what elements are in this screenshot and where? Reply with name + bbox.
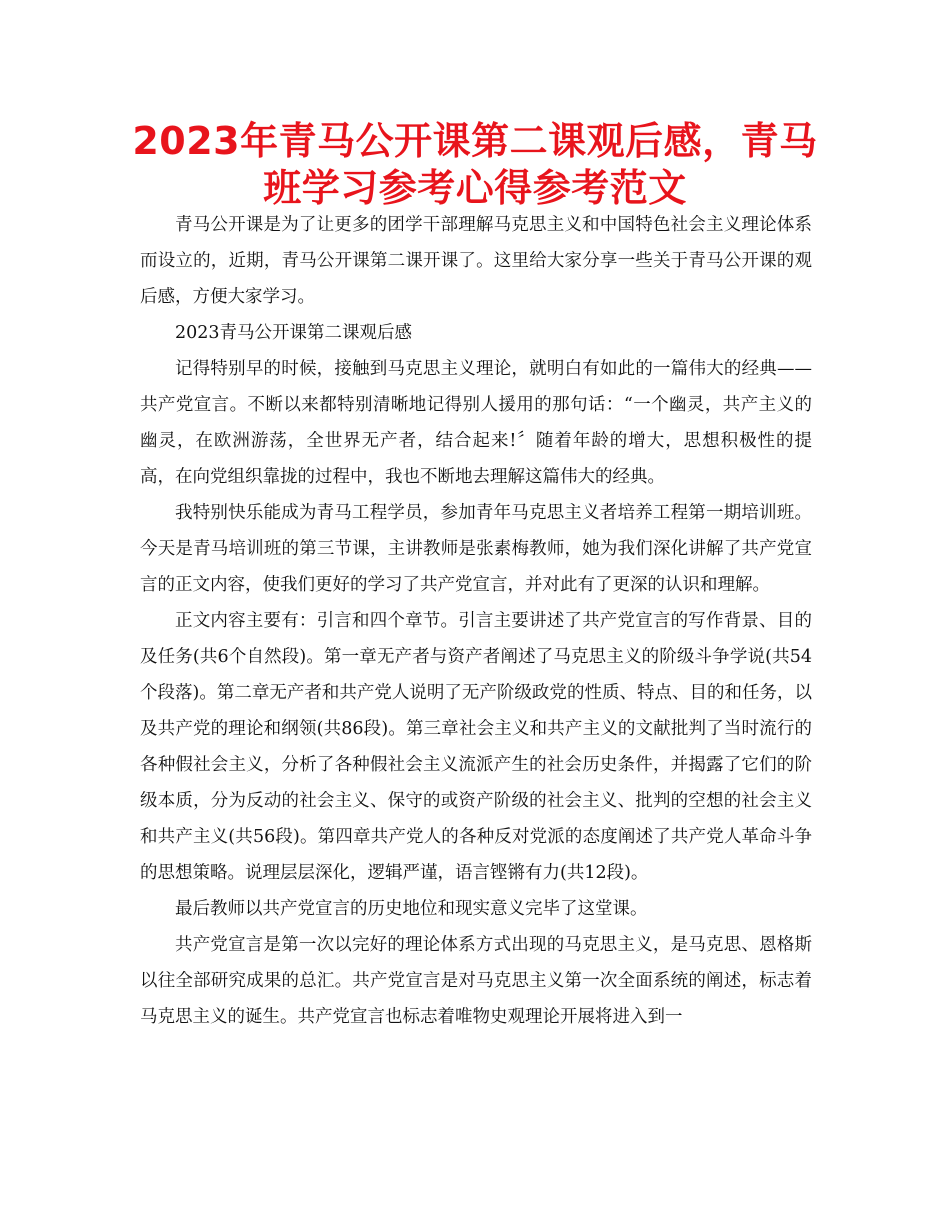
document-title: 2023年青马公开课第二课观后感，青马班学习参考心得参考范文 — [132, 119, 818, 210]
paragraph: 最后教师以共产党宣言的历史地位和现实意义完毕了这堂课。 — [175, 899, 648, 919]
section-subheading: 2023青马公开课第二课观后感 — [175, 323, 413, 343]
paragraph: 共产党宣言是第一次以完好的理论体系方式出现的马克思主义，是马克思、恩格斯以往全部研究成果的总汇。共产党宣言是对马克思主义第一次全面系统的阐述，标志着马克思主义的诞生。共产党宣言也标志着唯物史观理论开展将进入到一 — [140, 935, 812, 1027]
paragraph: 记得特别早的时候，接触到马克思主义理论，就明白有如此的一篇伟大的经典——共产党宣言。不断以来都特别清晰地记得别人援用的那句话：“一个幽灵，共产主义的幽灵，在欧洲游荡，全世界无产者，结合起来!〞随着年龄的增大，思想积极性的提高，在向党组织靠拢的过程中，我也不断地去理解这篇伟大的经典。 — [140, 359, 812, 487]
paragraph: 正文内容主要有：引言和四个章节。引言主要讲述了共产党宣言的写作背景、目的及任务(共6个自然段)。第一章无产者与资产者阐述了马克思主义的阶级斗争学说(共54个段落)。第二章无产者和共产党人说明了无产阶级政党的性质、特点、目的和任务，以及共产党的理论和纲领(共86段)。第三章社会主义和共产主义的文献批判了当时流行的各种假社会主义，分析了各种假社会主义流派产生的社会历史条件，并揭露了它们的阶级本质，分为反动的社会主义、保守的或资产阶级的社会主义、批判的空想的社会主义和共产主义(共56段)。第四章共产党人的各种反对党派的态度阐述了共产党人革命斗争的思想策略。说理层层深化，逻辑严谨，语言铿锵有力(共12段)。 — [140, 611, 812, 883]
paragraph: 我特别快乐能成为青马工程学员，参加青年马克思主义者培养工程第一期培训班。今天是青马培训班的第三节课，主讲教师是张素梅教师，她为我们深化讲解了共产党宣言的正文内容，使我们更好的学习了共产党宣言，并对此有了更深的认识和理解。 — [140, 503, 812, 595]
document-body — [140, 207, 812, 1035]
paragraph-intro: 青马公开课是为了让更多的团学干部理解马克思主义和中国特色社会主义理论体系而设立的，近期，青马公开课第二课开课了。这里给大家分享一些关于青马公开课的观后感，方便大家学习。 — [140, 215, 812, 307]
